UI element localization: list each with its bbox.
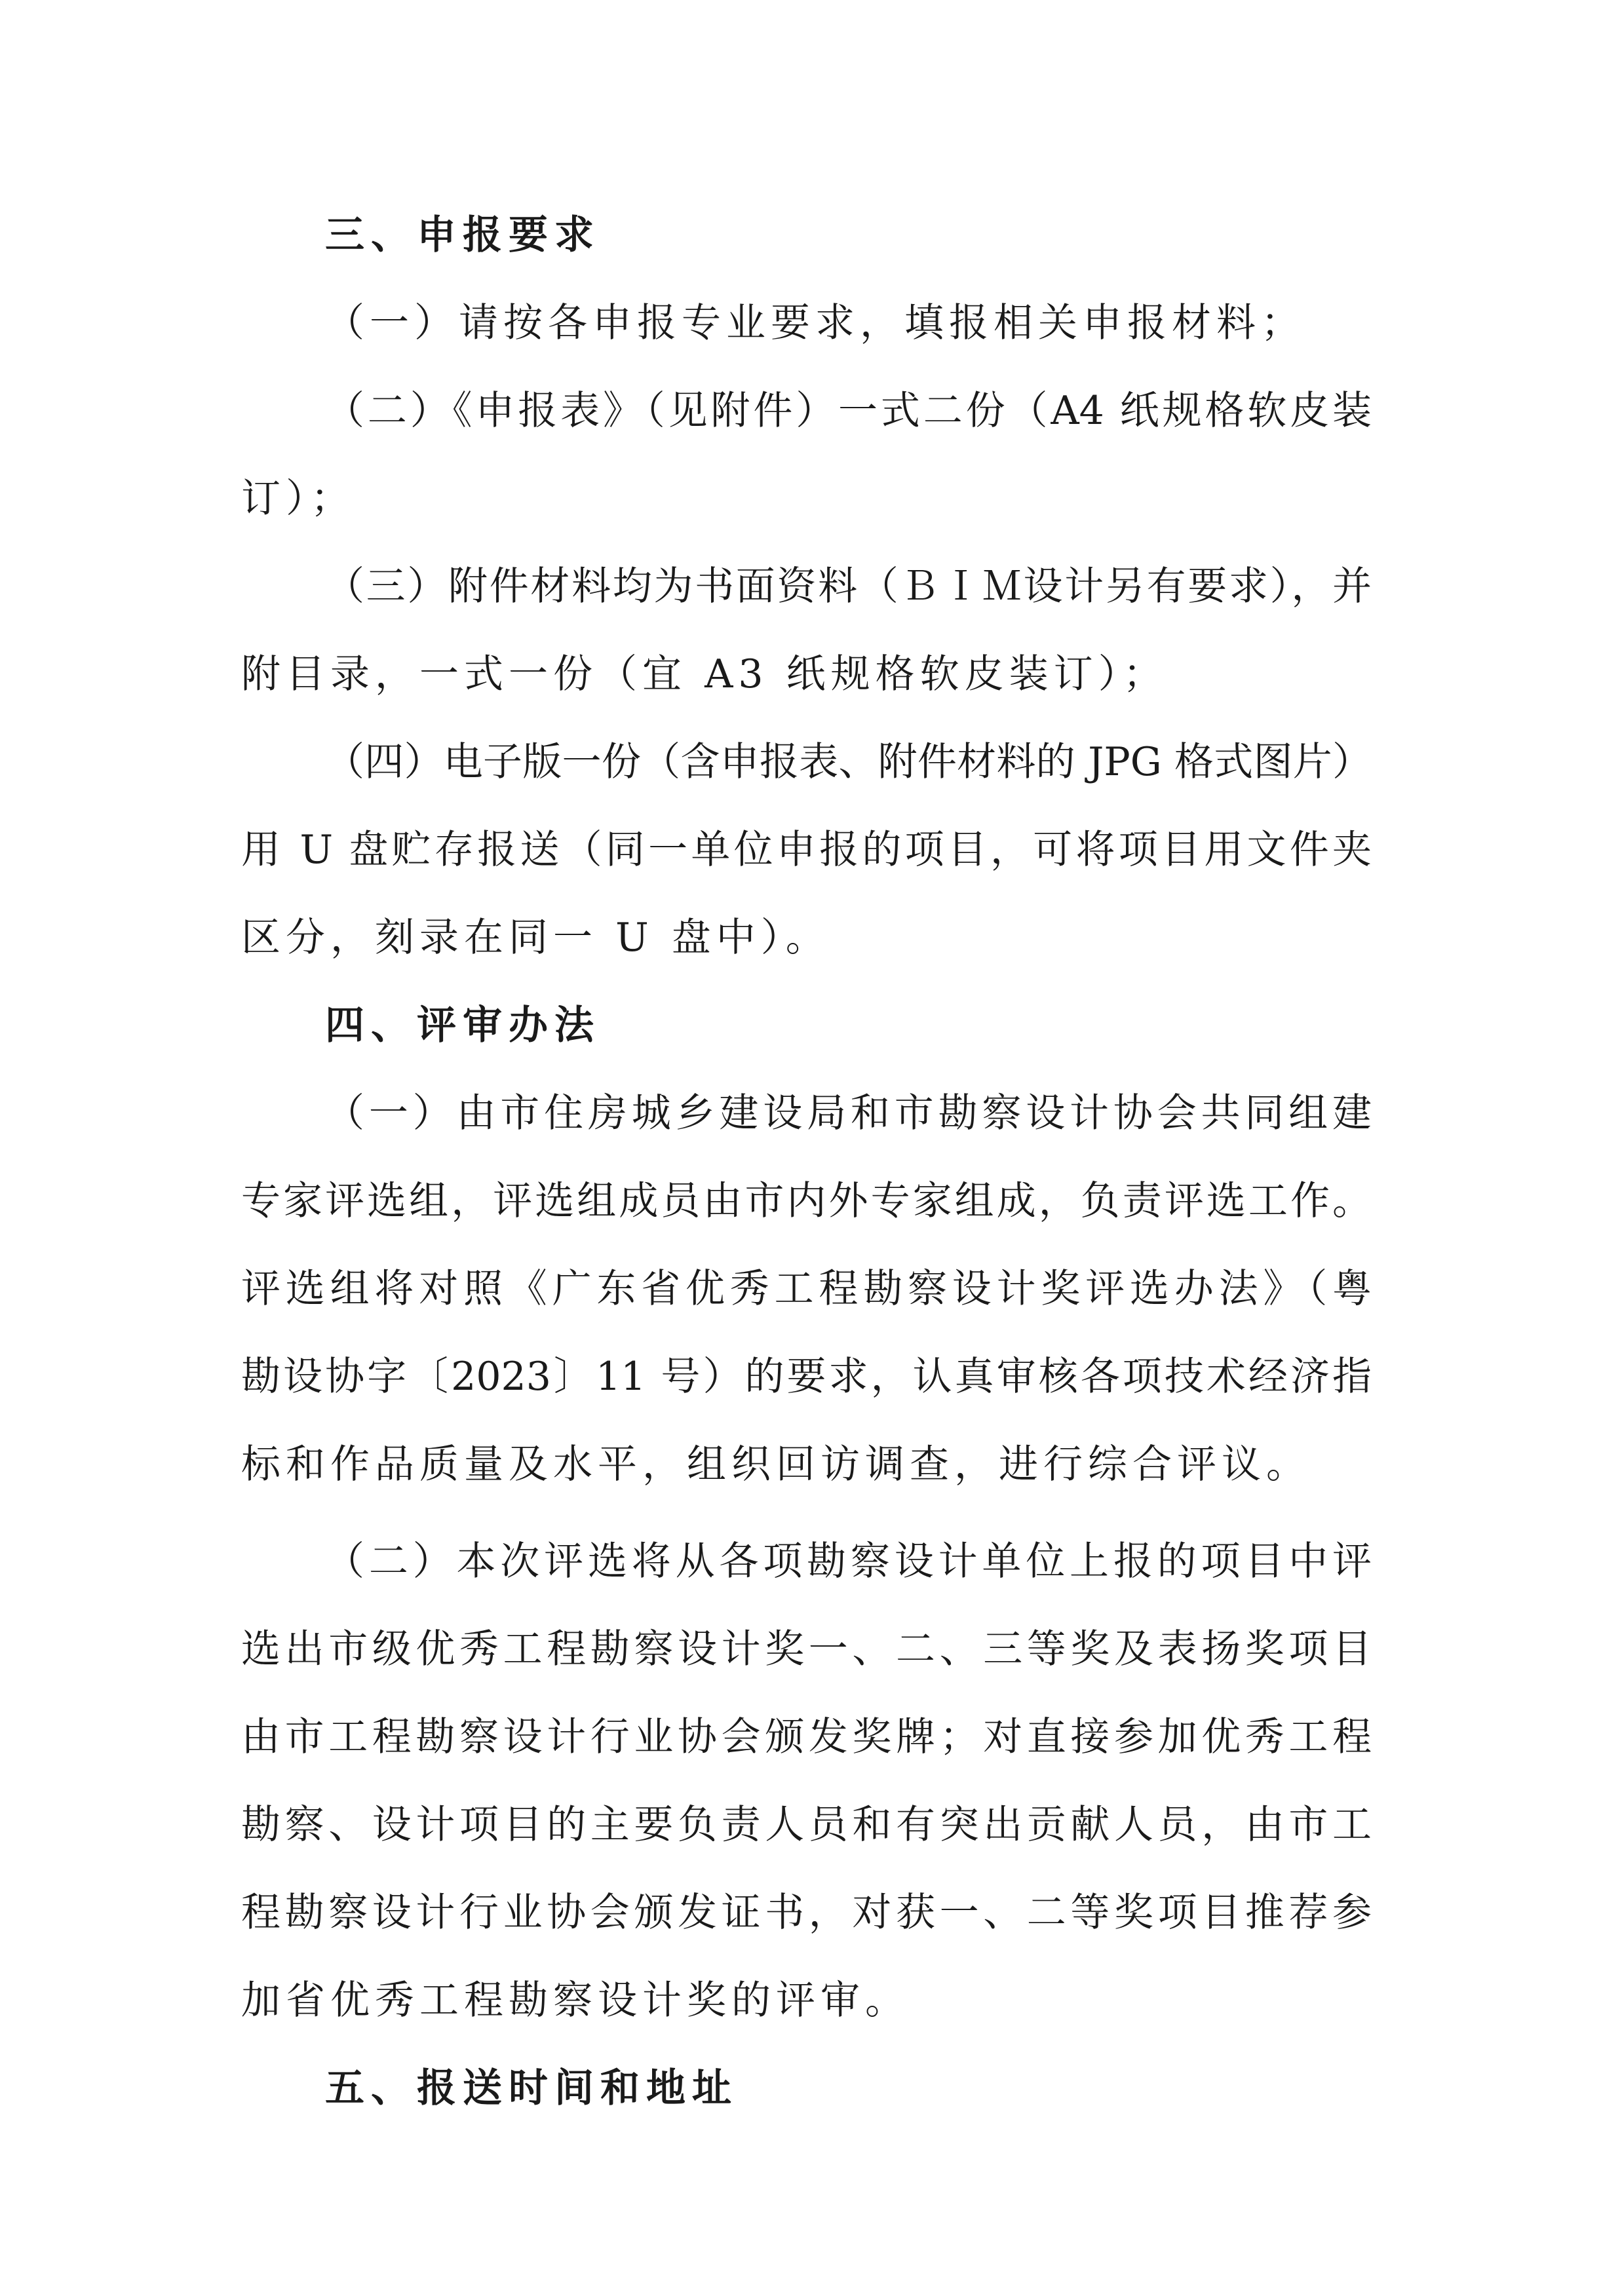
paragraph-line: （四）电子版一份（含申报表、附件材料的 JPG 格式图片） [325, 739, 1372, 785]
paragraph-line: 专家评选组，评选组成员由市内外专家组成，负责评选工作。 [241, 1178, 1372, 1224]
paragraph-line: 订）； [241, 476, 355, 522]
paragraph-line: 由市工程勘察设计行业协会颁发奖牌；对直接参加优秀工程 [241, 1714, 1372, 1760]
paragraph-line: 程勘察设计行业协会颁发证书，对获一、二等奖项目推荐参 [241, 1890, 1372, 1936]
paragraph-line: 评选组将对照《广东省优秀工程勘察设计奖评选办法》（粤 [241, 1266, 1372, 1312]
paragraph-line: 附目录，一式一份（宜 A3 纸规格软皮装订）； [241, 651, 1168, 697]
paragraph-line: （一）请按各申报专业要求，填报相关申报材料； [325, 300, 1305, 346]
section-heading-3: 三、申报要求 [325, 212, 600, 258]
paragraph-line: 区分，刻录在同一 U 盘中）。 [241, 915, 830, 961]
paragraph-line: （一）由市住房城乡建设局和市勘察设计协会共同组建 [325, 1090, 1372, 1136]
paragraph-line: （三）附件材料均为书面资料（ＢＩＭ设计另有要求），并 [325, 564, 1372, 609]
paragraph-line: 加省优秀工程勘察设计奖的评审。 [241, 1978, 910, 2023]
paragraph-line: 勘设协字〔2023〕11 号）的要求，认真审核各项技术经济指 [241, 1354, 1372, 1400]
paragraph-line: 标和作品质量及水平，组织回访调查，进行综合评议。 [241, 1442, 1311, 1487]
paragraph-line: （二）《申报表》（见附件）一式二份（A4 纸规格软皮装 [325, 388, 1372, 434]
paragraph-line: 选出市级优秀工程勘察设计奖一、二、三等奖及表扬奖项目 [241, 1626, 1372, 1672]
document-body [241, 191, 1372, 2132]
section-heading-4: 四、评审办法 [325, 1003, 600, 1048]
section-heading-5: 五、报送时间和地址 [325, 2065, 738, 2111]
paragraph-line: 勘察、设计项目的主要负责人员和有突出贡献人员，由市工 [241, 1802, 1372, 1848]
paragraph-line: （二）本次评选将从各项勘察设计单位上报的项目中评 [325, 1539, 1372, 1584]
paragraph-line: 用 U 盘贮存报送（同一单位申报的项目，可将项目用文件夹 [241, 827, 1372, 873]
